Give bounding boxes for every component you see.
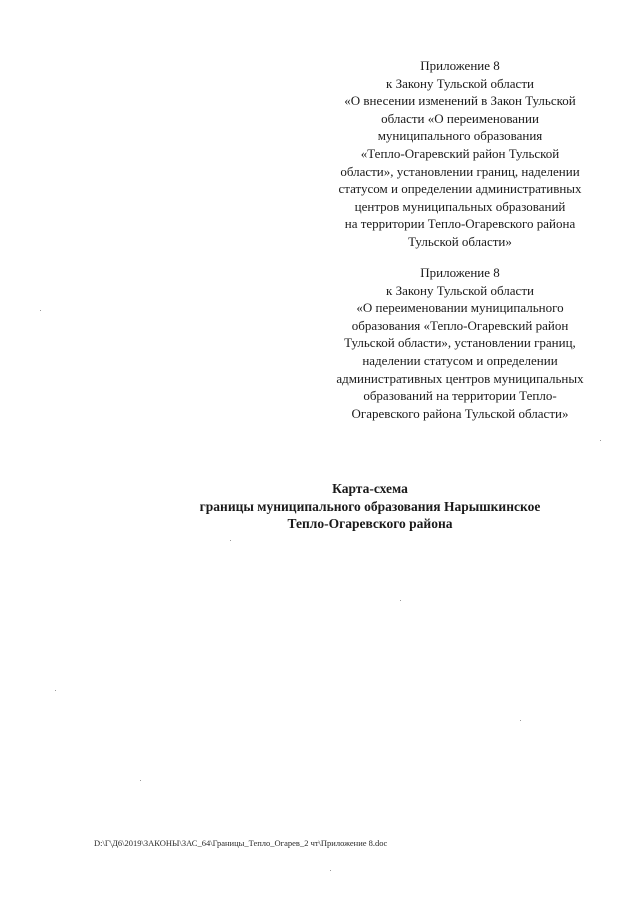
appendix-2-line: Огаревского района Тульской области» xyxy=(351,405,569,421)
appendix-2-line: наделении статусом и определении xyxy=(362,352,558,368)
appendix-1-line: Тульской области» xyxy=(408,233,512,249)
appendix-2-line: административных центров муниципальных xyxy=(336,370,584,386)
appendix-1-line: статусом и определении административных xyxy=(338,181,582,197)
scan-speck xyxy=(600,440,601,441)
file-path-footer: D:\Г\Д6\2019\ЗАКОНЫ\ЗАС_64\Границы_Тепло_Огарев_2 чт\Приложение 8.doc xyxy=(94,838,388,848)
appendix-1-line: области», установлении границ, наделении xyxy=(340,163,580,179)
scan-speck xyxy=(55,690,56,691)
appendix-header-current xyxy=(310,57,610,251)
appendix-2-line: образования «Тепло-Огаревский район xyxy=(351,317,569,333)
appendix-2-line: образований на территории Тепло- xyxy=(363,388,557,404)
appendix-header-original xyxy=(310,264,610,422)
appendix-1-line: «Тепло-Огаревский район Тульской xyxy=(360,145,560,161)
scan-speck xyxy=(330,870,331,871)
scan-speck xyxy=(400,600,401,601)
scan-speck xyxy=(40,310,41,311)
appendix-2-line: Приложение 8 xyxy=(420,265,500,280)
appendix-1-line: центров муниципальных образований xyxy=(354,198,566,214)
appendix-1-line: к Закону Тульской области xyxy=(386,75,534,91)
document-title xyxy=(100,480,640,533)
appendix-2-line: к Закону Тульской области xyxy=(386,282,534,298)
appendix-1-line: на территории Тепло-Огаревского района xyxy=(344,216,576,232)
scan-speck xyxy=(140,780,141,781)
appendix-1-line: «О внесении изменений в Закон Тульской xyxy=(344,93,576,109)
title-line: Тепло-Огаревского района xyxy=(287,516,453,531)
appendix-2-line: Тульской области», установлении границ, xyxy=(344,335,576,351)
appendix-1-line: области «О переименовании xyxy=(381,110,539,126)
appendix-2-line: «О переименовании муниципального xyxy=(356,300,564,316)
scan-speck xyxy=(520,720,521,721)
scan-speck xyxy=(230,540,231,541)
appendix-1-line: муниципального образования xyxy=(377,128,543,144)
appendix-1-line: Приложение 8 xyxy=(420,58,500,73)
title-line: Карта-схема xyxy=(332,481,408,496)
title-line: границы муниципального образования Нарышкинское xyxy=(199,498,541,514)
